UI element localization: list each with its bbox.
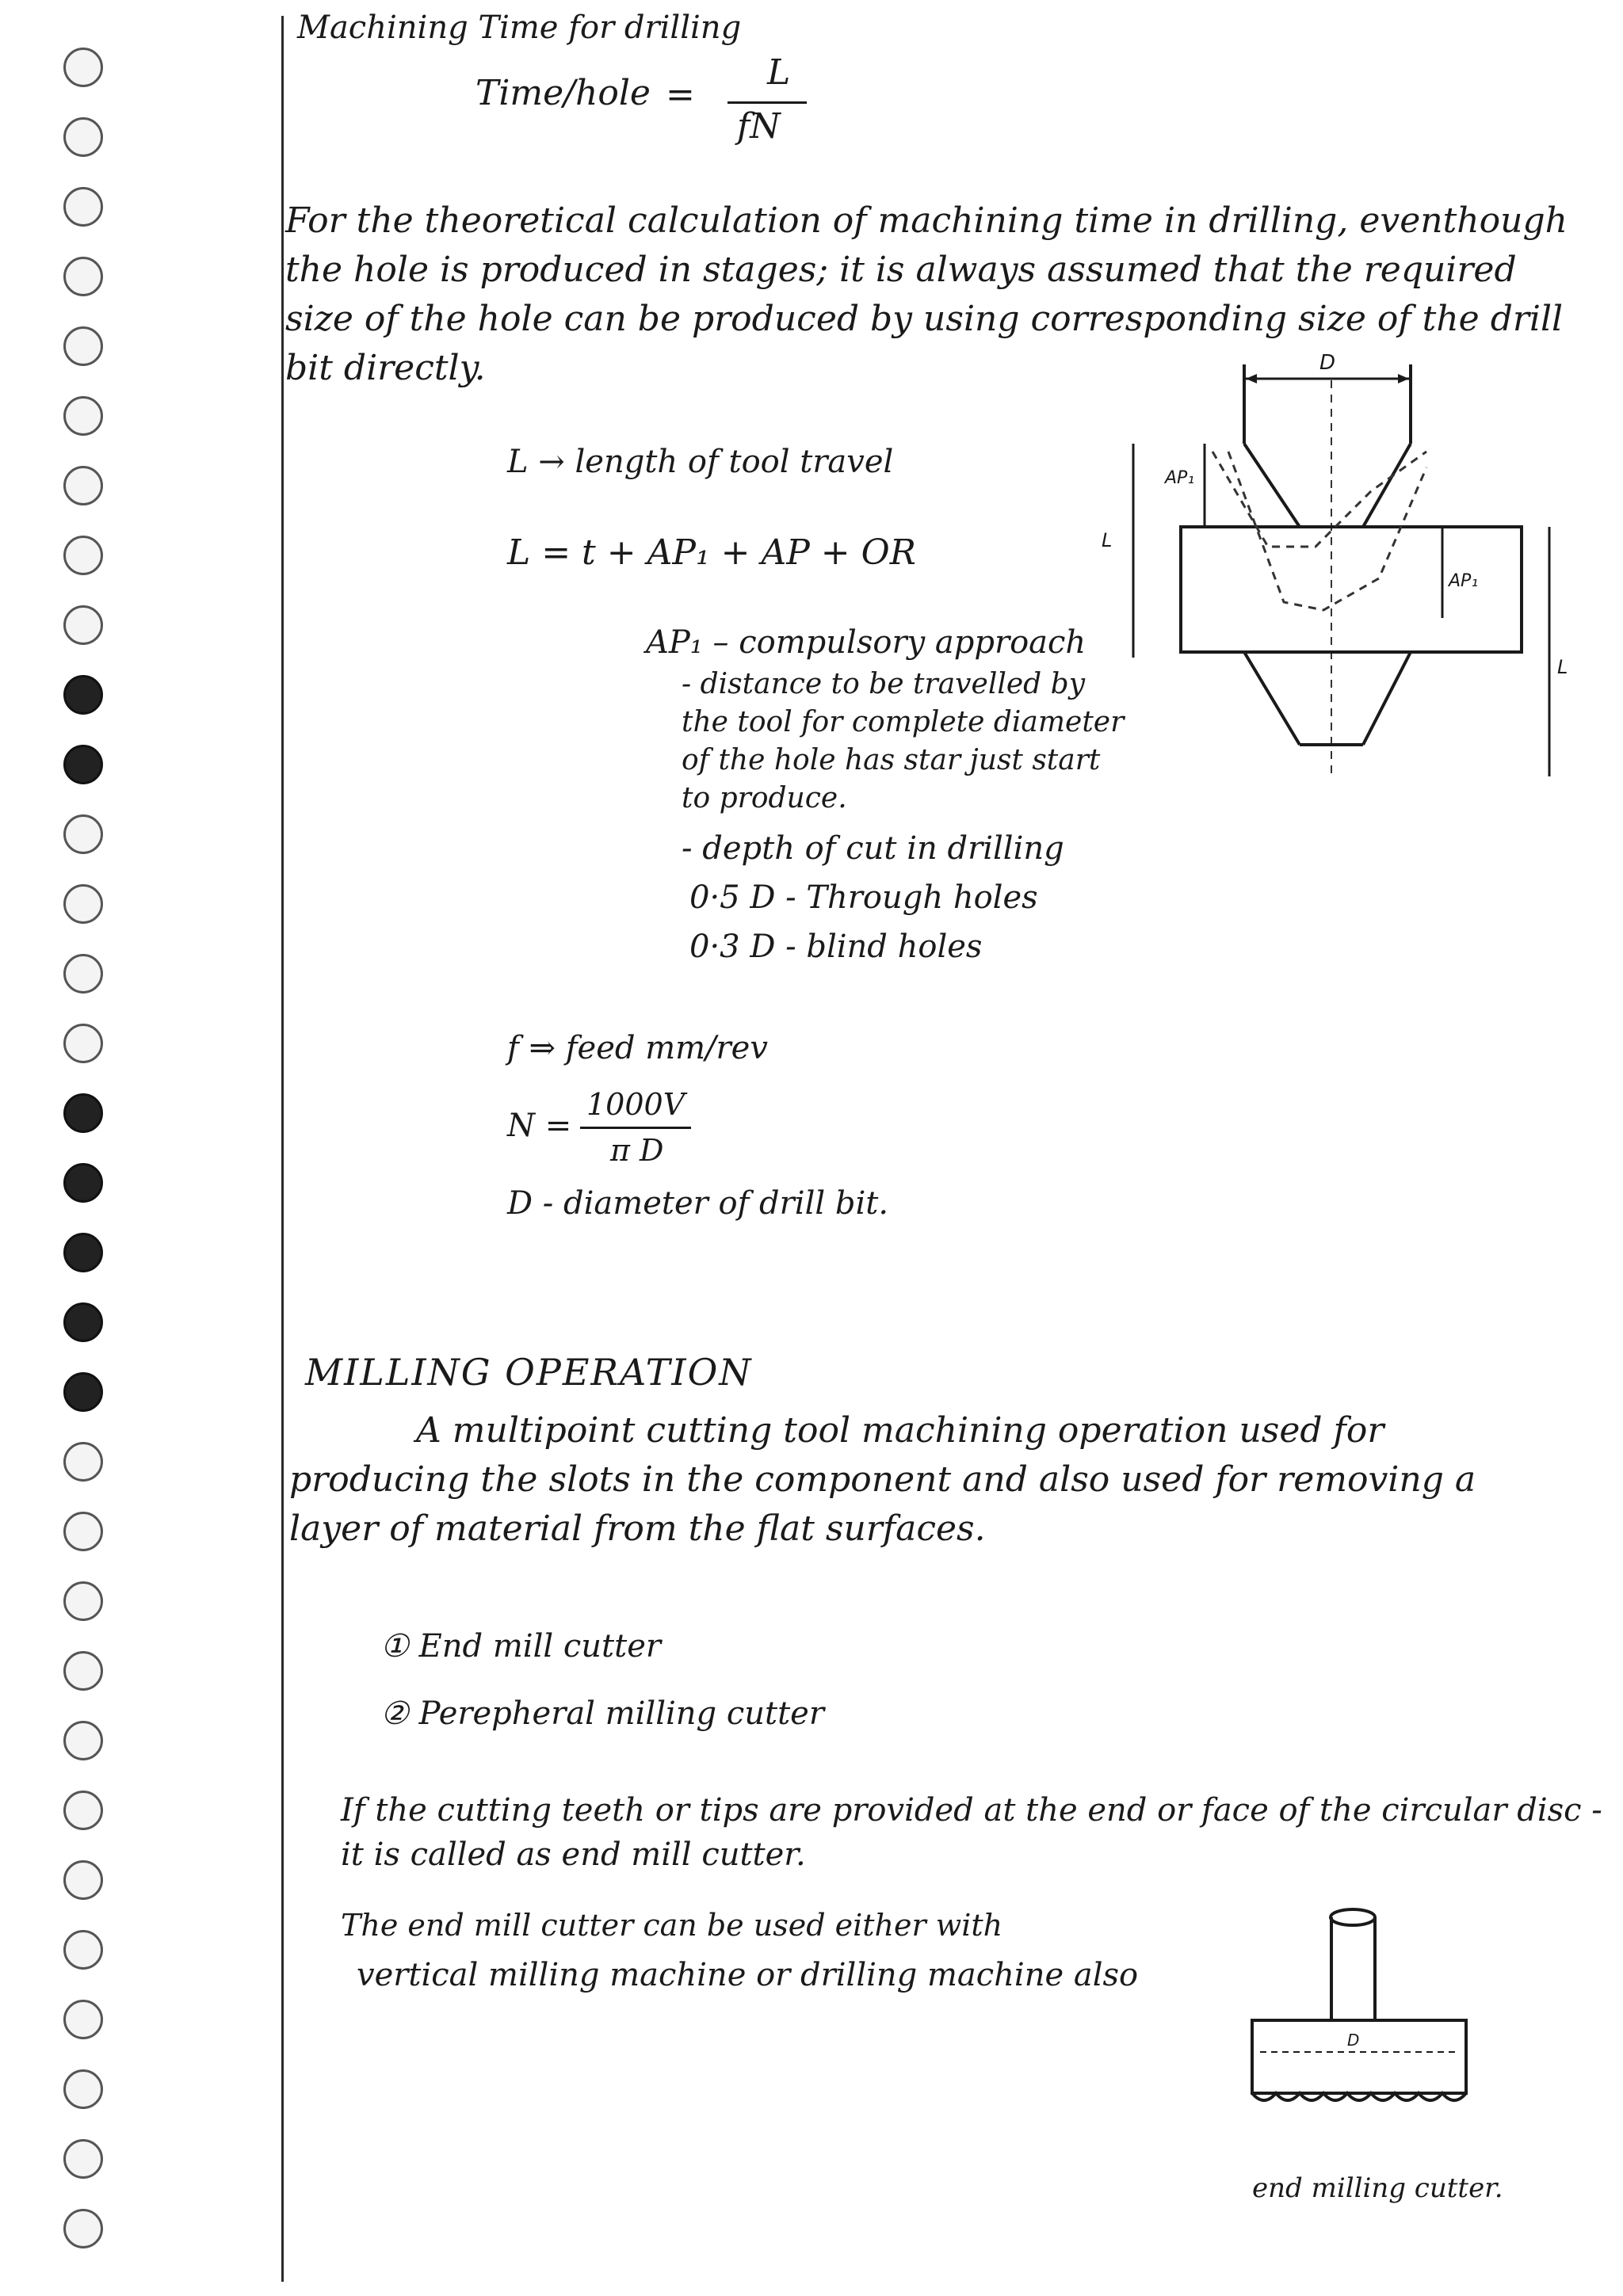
binding-hole <box>63 675 103 715</box>
usage-line1: The end mill cutter can be used either with <box>341 1908 1003 1943</box>
binding-hole <box>63 1791 103 1830</box>
binding-hole <box>63 1233 103 1272</box>
feed-definition: f ⇒ feed mm/rev <box>507 1030 768 1066</box>
binding-hole <box>63 954 103 994</box>
binding-hole <box>63 257 103 296</box>
formula-equals: = <box>666 74 695 115</box>
binding-hole <box>63 2000 103 2039</box>
ap1-description: - distance to be travelled by the tool for complete diameter of the hole has star just start to produce. <box>682 668 1125 814</box>
formula-denominator: fN <box>737 106 781 147</box>
binding-hole <box>63 1372 103 1412</box>
binding-hole <box>63 396 103 436</box>
through-holes: 0·5 D - Through holes <box>689 879 1038 916</box>
binding-hole <box>63 536 103 575</box>
binding-hole <box>63 326 103 366</box>
binding-hole <box>63 1930 103 1970</box>
binding-hole <box>63 1721 103 1760</box>
binding-hole <box>63 814 103 854</box>
end-mill-definition-line1: If the cutting teeth or tips are provided at the end or face of the circular disc - <box>341 1792 1602 1829</box>
binding-hole <box>63 1024 103 1063</box>
binding-hole <box>63 1512 103 1551</box>
d-label: D <box>1319 351 1336 375</box>
drilling-paragraph: For the theoretical calculation of machining time in drilling, eventhough the hole is produced in stages; it is always assumed that the required size of the hole can be produced by using corresponding size of the drill bit directly. <box>285 200 1568 388</box>
binding-hole <box>63 1163 103 1203</box>
l-definition: L → length of tool travel <box>507 444 894 480</box>
n-lhs: N = <box>507 1108 572 1144</box>
arrow-left-icon <box>1246 374 1257 383</box>
time-per-hole-label: Time/hole <box>475 73 651 113</box>
binding-hole <box>63 1093 103 1133</box>
binding-hole <box>63 2209 103 2248</box>
margin-line <box>281 16 284 2282</box>
binding-hole <box>63 117 103 157</box>
n-fraction-bar <box>580 1127 691 1129</box>
ap1-title: AP₁ – compulsory approach <box>646 624 1086 661</box>
binding-hole <box>63 466 103 505</box>
end-mill-definition-line2: it is called as end mill cutter. <box>341 1836 806 1873</box>
binding-hole <box>63 187 103 227</box>
binding-hole <box>63 2139 103 2179</box>
d-definition: D - diameter of drill bit. <box>507 1185 889 1222</box>
formula-fraction-bar <box>727 101 807 104</box>
mill-d-label: D <box>1347 2031 1360 2050</box>
end-mill-figure <box>1236 1901 1490 2139</box>
end-mill-caption: end milling cutter. <box>1252 2172 1503 2204</box>
drill-tip-right <box>1363 444 1411 527</box>
binding-hole <box>63 1581 103 1621</box>
binding-hole <box>63 884 103 924</box>
ap1-left-label: AP₁ <box>1165 468 1195 488</box>
drilling-heading: Machining Time for drilling <box>297 10 742 46</box>
milling-paragraph: A multipoint cutting tool machining operation used for producing the slots in the component and also used for removing a layer of material from the flat surfaces. <box>289 1410 1476 1549</box>
binding-hole <box>63 2069 103 2109</box>
formula-numerator: L <box>767 52 791 93</box>
l-equation: L = t + AP₁ + AP + OR <box>507 532 916 573</box>
arrow-right-icon <box>1398 374 1409 383</box>
milling-item-peripheral: ② Perepheral milling cutter <box>380 1695 824 1732</box>
usage-line2: vertical milling machine or drilling machine also <box>357 1957 1139 1993</box>
exit-tip-left <box>1244 652 1300 745</box>
mill-shank-top <box>1331 1909 1375 1925</box>
binding-hole <box>63 1651 103 1691</box>
binding-hole <box>63 1860 103 1900</box>
n-denominator: π D <box>610 1133 664 1168</box>
l-left-label: L <box>1102 529 1113 551</box>
binding-hole <box>63 1442 103 1482</box>
l-right-label: L <box>1557 656 1568 678</box>
milling-item-end-mill: ① End mill cutter <box>380 1628 661 1665</box>
binding-hole <box>63 605 103 645</box>
blind-holes: 0·3 D - blind holes <box>689 929 983 965</box>
milling-heading: MILLING OPERATION <box>305 1351 753 1394</box>
binding-hole <box>63 1302 103 1342</box>
binding-hole <box>63 48 103 87</box>
depth-of-cut: - depth of cut in drilling <box>682 830 1064 867</box>
spiral-binding <box>55 48 151 2266</box>
binding-hole <box>63 745 103 784</box>
n-numerator: 1000V <box>586 1087 685 1122</box>
ap1-right-label: AP₁ <box>1449 571 1479 591</box>
dashed-drill-position <box>1212 452 1426 547</box>
drill-figure <box>1102 333 1585 792</box>
exit-tip-right <box>1363 652 1411 745</box>
drill-tip-left <box>1244 444 1300 527</box>
